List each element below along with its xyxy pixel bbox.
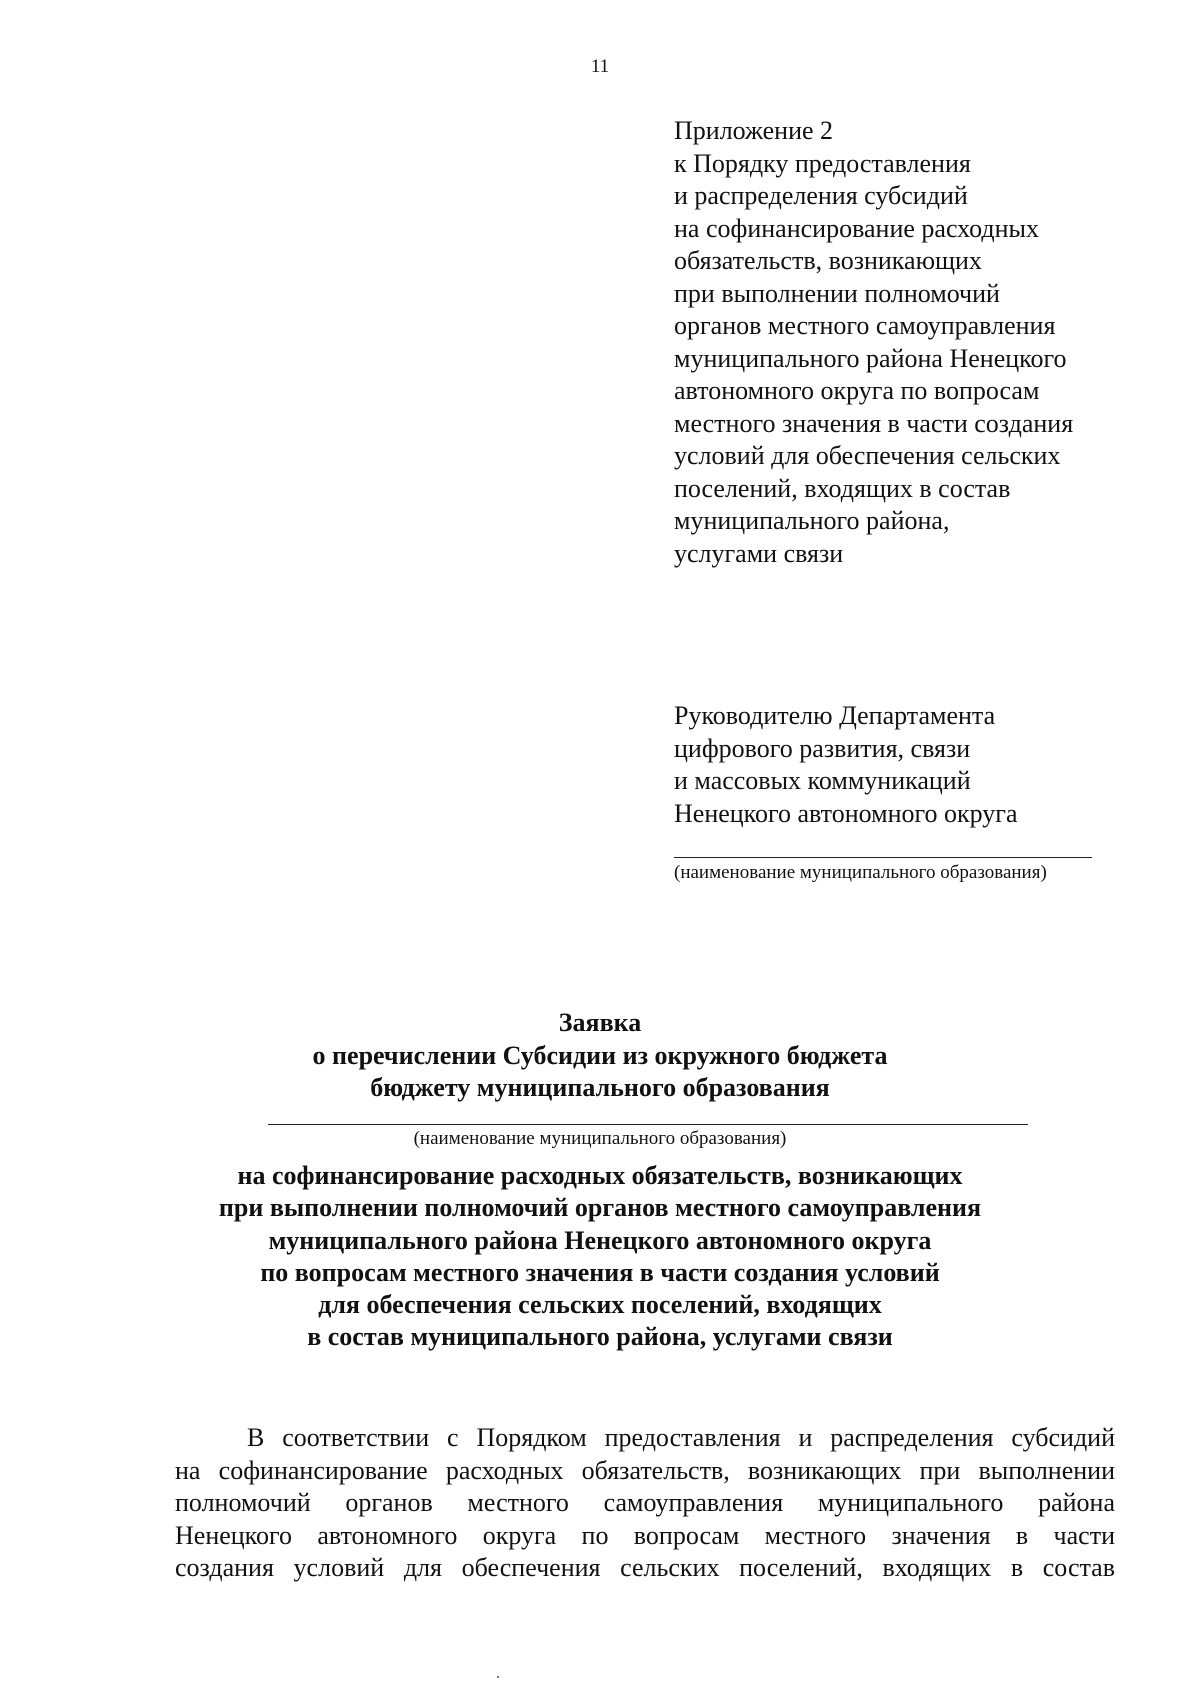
appendix-line: условий для обеспечения сельских (674, 441, 1061, 470)
title-municipality-fill-line (268, 1124, 1028, 1125)
appendix-line: муниципального района, (674, 506, 950, 535)
appendix-line: обязательств, возникающих (674, 246, 982, 275)
appendix-line: местного значения в части создания (674, 408, 1074, 438)
appendix-line: органов местного самоуправления (674, 311, 1056, 340)
title-line: Заявка (558, 1008, 642, 1037)
appendix-line: при выполнении полномочий (674, 278, 1000, 308)
body-line: В соответствии с Порядком предоставления и распределения субсидий (247, 1423, 1115, 1452)
scan-speck (497, 1676, 499, 1678)
appendix-line: услугами связи (674, 538, 844, 568)
appendix-line: на софинансирование расходных (674, 213, 1040, 243)
addressee-line: и массовых коммуникаций (674, 766, 971, 795)
subtitle-line: по вопросам местного значения в части создания условий (260, 1257, 940, 1287)
appendix-line: автономного округа по вопросам (674, 376, 1040, 405)
appendix-line: муниципального района Ненецкого (674, 343, 1067, 373)
appendix-line: и распределения субсидий (674, 181, 968, 210)
subtitle-line: муниципального района Ненецкого автономного округа (268, 1225, 932, 1255)
body-paragraph (175, 1422, 1115, 1585)
subtitle-line: на софинансирование расходных обязательств, возникающих (237, 1161, 963, 1190)
body-line: на софинансирование расходных обязательств, возникающих при выполнении (175, 1455, 1115, 1485)
subtitle-line: для обеспечения сельских поселений, входящих (318, 1290, 882, 1320)
body-line: создания условий для обеспечения сельских поселений, входящих в состав (175, 1553, 1115, 1583)
addressee-line: Руководителю Департамента (674, 701, 996, 730)
subtitle-line: при выполнении полномочий органов местного самоуправления (218, 1193, 982, 1223)
addressee-line: цифрового развития, связи (674, 733, 971, 763)
appendix-reference-block (674, 115, 1144, 570)
appendix-line: поселений, входящих в состав (674, 473, 1011, 503)
title-municipality-fill-caption: (наименование муниципального образования) (413, 1128, 787, 1149)
addressee-line: Ненецкого автономного округа (674, 798, 1018, 828)
subtitle-line: в состав муниципального района, услугами связи (307, 1322, 893, 1352)
appendix-line: Приложение 2 (674, 116, 834, 145)
page-number: 11 (590, 56, 610, 77)
title-line: о перечислении Субсидии из окружного бюджета (312, 1040, 888, 1070)
body-line: полномочий органов местного самоуправления муниципального района (175, 1488, 1115, 1518)
appendix-line: к Порядку предоставления (674, 148, 971, 178)
title-line: бюджету муниципального образования (370, 1073, 830, 1102)
document-subtitle (0, 1160, 1200, 1354)
document-title (0, 1007, 1200, 1105)
municipality-fill-caption: (наименование муниципального образования) (674, 862, 1047, 883)
municipality-fill-line (674, 857, 1092, 858)
body-line: Ненецкого автономного округа по вопросам местного значения в части (175, 1520, 1115, 1550)
addressee-block (674, 700, 1144, 830)
